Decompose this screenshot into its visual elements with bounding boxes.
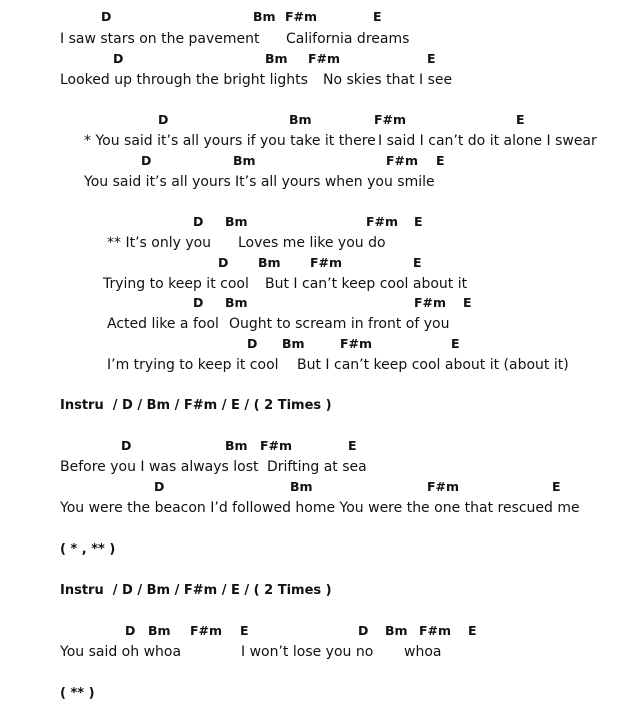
lyric-line: Loves me like you do <box>238 235 386 251</box>
chord-d: D <box>193 214 204 229</box>
chord-e: E <box>436 153 445 168</box>
lyric-line: Before you I was always lost <box>60 459 259 475</box>
lyric-line: * You said it’s all yours if you take it there <box>84 133 376 149</box>
lyric-line: I’m trying to keep it cool <box>107 357 279 373</box>
chord-bm: Bm <box>148 623 171 638</box>
chord-d: D <box>193 295 204 310</box>
chord-e: E <box>414 214 423 229</box>
chord-e: E <box>463 295 472 310</box>
chord-bm: Bm <box>225 438 248 453</box>
chord-d: D <box>121 438 132 453</box>
chord-d: D <box>101 9 112 24</box>
chord-fsharpm: F#m <box>308 51 341 66</box>
chord-bm: Bm <box>290 479 313 494</box>
chord-bm: Bm <box>258 255 281 270</box>
chord-e: E <box>468 623 477 638</box>
chord-fsharpm: F#m <box>427 479 460 494</box>
lyric-line: Trying to keep it cool <box>103 276 249 292</box>
chord-e: E <box>240 623 249 638</box>
chord-fsharpm: F#m <box>419 623 452 638</box>
lyric-line: You were the beacon I’d followed home You were the one that rescued me <box>60 500 580 516</box>
instrumental-section: Instru / D / Bm / F#m / E / ( 2 Times ) <box>60 583 332 598</box>
chord-d: D <box>141 153 152 168</box>
chord-e: E <box>552 479 561 494</box>
lyric-line: You said oh whoa <box>60 644 182 660</box>
chord-fsharpm: F#m <box>260 438 293 453</box>
chord-d: D <box>125 623 136 638</box>
chord-e: E <box>413 255 422 270</box>
chord-bm: Bm <box>225 295 248 310</box>
instrumental-section: Instru / D / Bm / F#m / E / ( 2 Times ) <box>60 398 332 413</box>
lyric-line: I saw stars on the pavement <box>60 31 260 47</box>
chord-fsharpm: F#m <box>414 295 447 310</box>
lyric-line: It’s all yours when you smile <box>235 174 435 190</box>
chord-d: D <box>154 479 165 494</box>
lyric-line: But I can’t keep cool about it (about it) <box>297 357 569 373</box>
chord-fsharpm: F#m <box>366 214 399 229</box>
chord-d: D <box>218 255 229 270</box>
lyric-line: No skies that I see <box>323 72 453 88</box>
lyric-line: I said I can’t do it alone I swear <box>378 133 597 149</box>
lyric-line: Drifting at sea <box>267 459 367 475</box>
chord-bm: Bm <box>225 214 248 229</box>
chord-fsharpm: F#m <box>386 153 419 168</box>
chord-d: D <box>113 51 124 66</box>
chord-e: E <box>516 112 525 127</box>
chord-fsharpm: F#m <box>190 623 223 638</box>
chord-fsharpm: F#m <box>285 9 318 24</box>
chord-bm: Bm <box>289 112 312 127</box>
chord-e: E <box>348 438 357 453</box>
chord-d: D <box>247 336 258 351</box>
lyric-line: Looked up through the bright lights <box>60 72 308 88</box>
lyric-line: ** It’s only you <box>107 235 212 251</box>
chord-bm: Bm <box>253 9 276 24</box>
chord-fsharpm: F#m <box>374 112 407 127</box>
chord-bm: Bm <box>233 153 256 168</box>
chord-e: E <box>451 336 460 351</box>
repeat-marker: ( * , ** ) <box>60 542 116 557</box>
chord-fsharpm: F#m <box>340 336 373 351</box>
chord-fsharpm: F#m <box>310 255 343 270</box>
lyric-line: Acted like a fool <box>107 316 219 332</box>
chord-d: D <box>358 623 369 638</box>
chord-bm: Bm <box>385 623 408 638</box>
lyric-line: Ought to scream in front of you <box>229 316 450 332</box>
chord-bm: Bm <box>282 336 305 351</box>
lyric-line: But I can’t keep cool about it <box>265 276 468 292</box>
lyric-line: You said it’s all yours <box>84 174 231 190</box>
chord-bm: Bm <box>265 51 288 66</box>
chord-e: E <box>427 51 436 66</box>
lyric-line: California dreams <box>286 31 410 47</box>
lyric-line: whoa <box>404 644 442 660</box>
repeat-marker: ( ** ) <box>60 686 95 701</box>
chord-e: E <box>373 9 382 24</box>
lyric-line: I won’t lose you no <box>241 644 374 660</box>
chord-d: D <box>158 112 169 127</box>
